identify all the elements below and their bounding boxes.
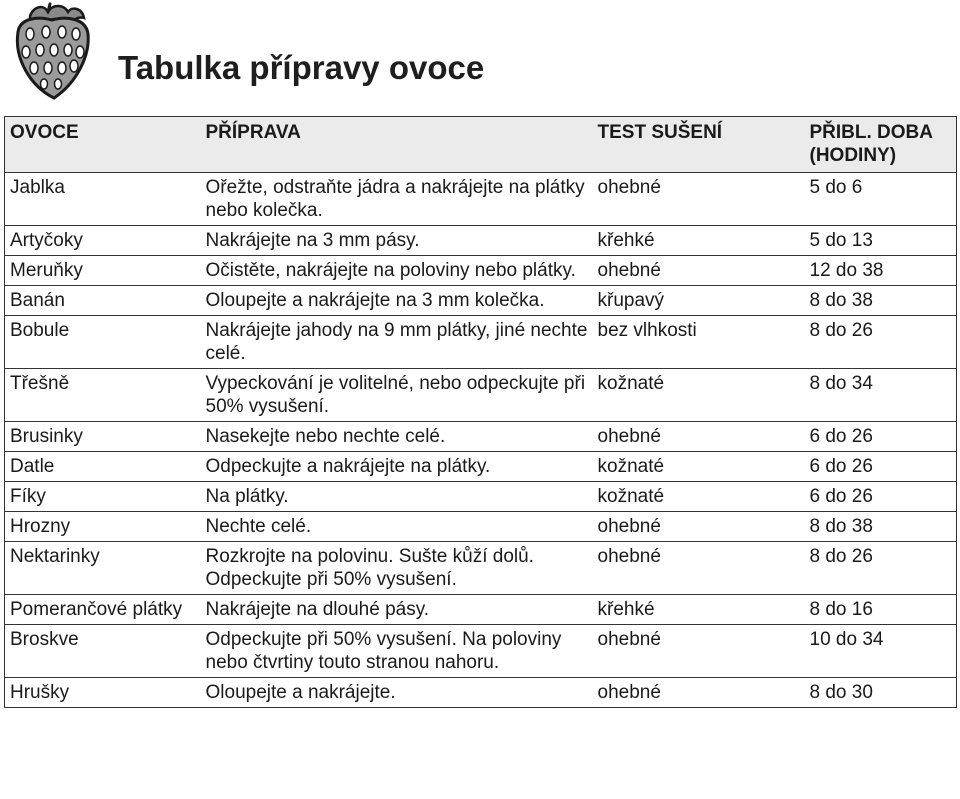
page-title: Tabulka přípravy ovoce xyxy=(118,49,485,86)
fruit-cell: Hrozny xyxy=(5,512,201,542)
time-cell: 8 do 26 xyxy=(805,316,957,369)
fruit-cell: Broskve xyxy=(5,625,201,678)
fruit-cell: Hrušky xyxy=(5,678,201,708)
test-cell: křehké xyxy=(593,226,805,256)
fruit-cell: Pomerančové plátky xyxy=(5,595,201,625)
fruit-cell: Artyčoky xyxy=(5,226,201,256)
column-header-preparation: PŘÍPRAVA xyxy=(201,117,593,173)
prep-cell: Oloupejte a nakrájejte na 3 mm kolečka. xyxy=(201,286,593,316)
test-cell: křehké xyxy=(593,595,805,625)
test-cell: bez vlhkosti xyxy=(593,316,805,369)
table-row xyxy=(5,422,957,452)
test-cell: kožnaté xyxy=(593,482,805,512)
test-cell: ohebné xyxy=(593,173,805,226)
fruit-cell: Nektarinky xyxy=(5,542,201,595)
table-row xyxy=(5,256,957,286)
time-cell: 5 do 13 xyxy=(805,226,957,256)
test-cell: kožnaté xyxy=(593,369,805,422)
test-cell: ohebné xyxy=(593,542,805,595)
test-cell: ohebné xyxy=(593,625,805,678)
fruit-cell: Bobule xyxy=(5,316,201,369)
table-row xyxy=(5,595,957,625)
prep-cell: Odpeckujte při 50% vysušení. Na poloviny nebo čtvrtiny touto stranou nahoru. xyxy=(201,625,593,678)
fruit-cell: Banán xyxy=(5,286,201,316)
table-row xyxy=(5,542,957,595)
test-cell: ohebné xyxy=(593,512,805,542)
time-cell: 8 do 38 xyxy=(805,286,957,316)
prep-cell: Na plátky. xyxy=(201,482,593,512)
time-cell: 8 do 34 xyxy=(805,369,957,422)
table-row xyxy=(5,173,957,226)
table-row xyxy=(5,678,957,708)
time-cell: 10 do 34 xyxy=(805,625,957,678)
prep-cell: Oloupejte a nakrájejte. xyxy=(201,678,593,708)
prep-cell: Nechte celé. xyxy=(201,512,593,542)
fruit-cell: Datle xyxy=(5,452,201,482)
table-row xyxy=(5,452,957,482)
prep-cell: Nasekejte nebo nechte celé. xyxy=(201,422,593,452)
time-cell: 6 do 26 xyxy=(805,482,957,512)
test-cell: ohebné xyxy=(593,422,805,452)
table-row xyxy=(5,286,957,316)
test-cell: kožnaté xyxy=(593,452,805,482)
time-cell: 6 do 26 xyxy=(805,452,957,482)
column-header-fruit: OVOCE xyxy=(5,117,201,173)
prep-cell: Ořežte, odstraňte jádra a nakrájejte na plátky nebo kolečka. xyxy=(201,173,593,226)
table-row xyxy=(5,369,957,422)
table-row xyxy=(5,625,957,678)
fruit-cell: Brusinky xyxy=(5,422,201,452)
fruit-cell: Meruňky xyxy=(5,256,201,286)
prep-cell: Nakrájejte jahody na 9 mm plátky, jiné nechte celé. xyxy=(201,316,593,369)
column-header-approx-time: PŘIBL. DOBA (HODINY) xyxy=(805,117,957,173)
table-row xyxy=(5,316,957,369)
time-cell: 6 do 26 xyxy=(805,422,957,452)
table-header-row xyxy=(5,117,957,173)
test-cell: ohebné xyxy=(593,256,805,286)
fruit-cell: Fíky xyxy=(5,482,201,512)
prep-cell: Nakrájejte na dlouhé pásy. xyxy=(201,595,593,625)
time-cell: 5 do 6 xyxy=(805,173,957,226)
prep-cell: Nakrájejte na 3 mm pásy. xyxy=(201,226,593,256)
prep-cell: Rozkrojte na polovinu. Sušte kůží dolů. Odpeckujte při 50% vysušení. xyxy=(201,542,593,595)
table-row xyxy=(5,482,957,512)
time-cell: 8 do 38 xyxy=(805,512,957,542)
prep-cell: Vypeckování je volitelné, nebo odpeckujte při 50% vysušení. xyxy=(201,369,593,422)
fruit-prep-table xyxy=(4,116,957,708)
table-row xyxy=(5,512,957,542)
fruit-cell: Jablka xyxy=(5,173,201,226)
strawberry-icon xyxy=(8,2,94,102)
test-cell: křupavý xyxy=(593,286,805,316)
time-cell: 12 do 38 xyxy=(805,256,957,286)
fruit-cell: Třešně xyxy=(5,369,201,422)
time-cell: 8 do 26 xyxy=(805,542,957,595)
column-header-drying-test: TEST SUŠENÍ xyxy=(593,117,805,173)
prep-cell: Odpeckujte a nakrájejte na plátky. xyxy=(201,452,593,482)
time-cell: 8 do 16 xyxy=(805,595,957,625)
table-row xyxy=(5,226,957,256)
prep-cell: Očistěte, nakrájejte na poloviny nebo plátky. xyxy=(201,256,593,286)
test-cell: ohebné xyxy=(593,678,805,708)
time-cell: 8 do 30 xyxy=(805,678,957,708)
